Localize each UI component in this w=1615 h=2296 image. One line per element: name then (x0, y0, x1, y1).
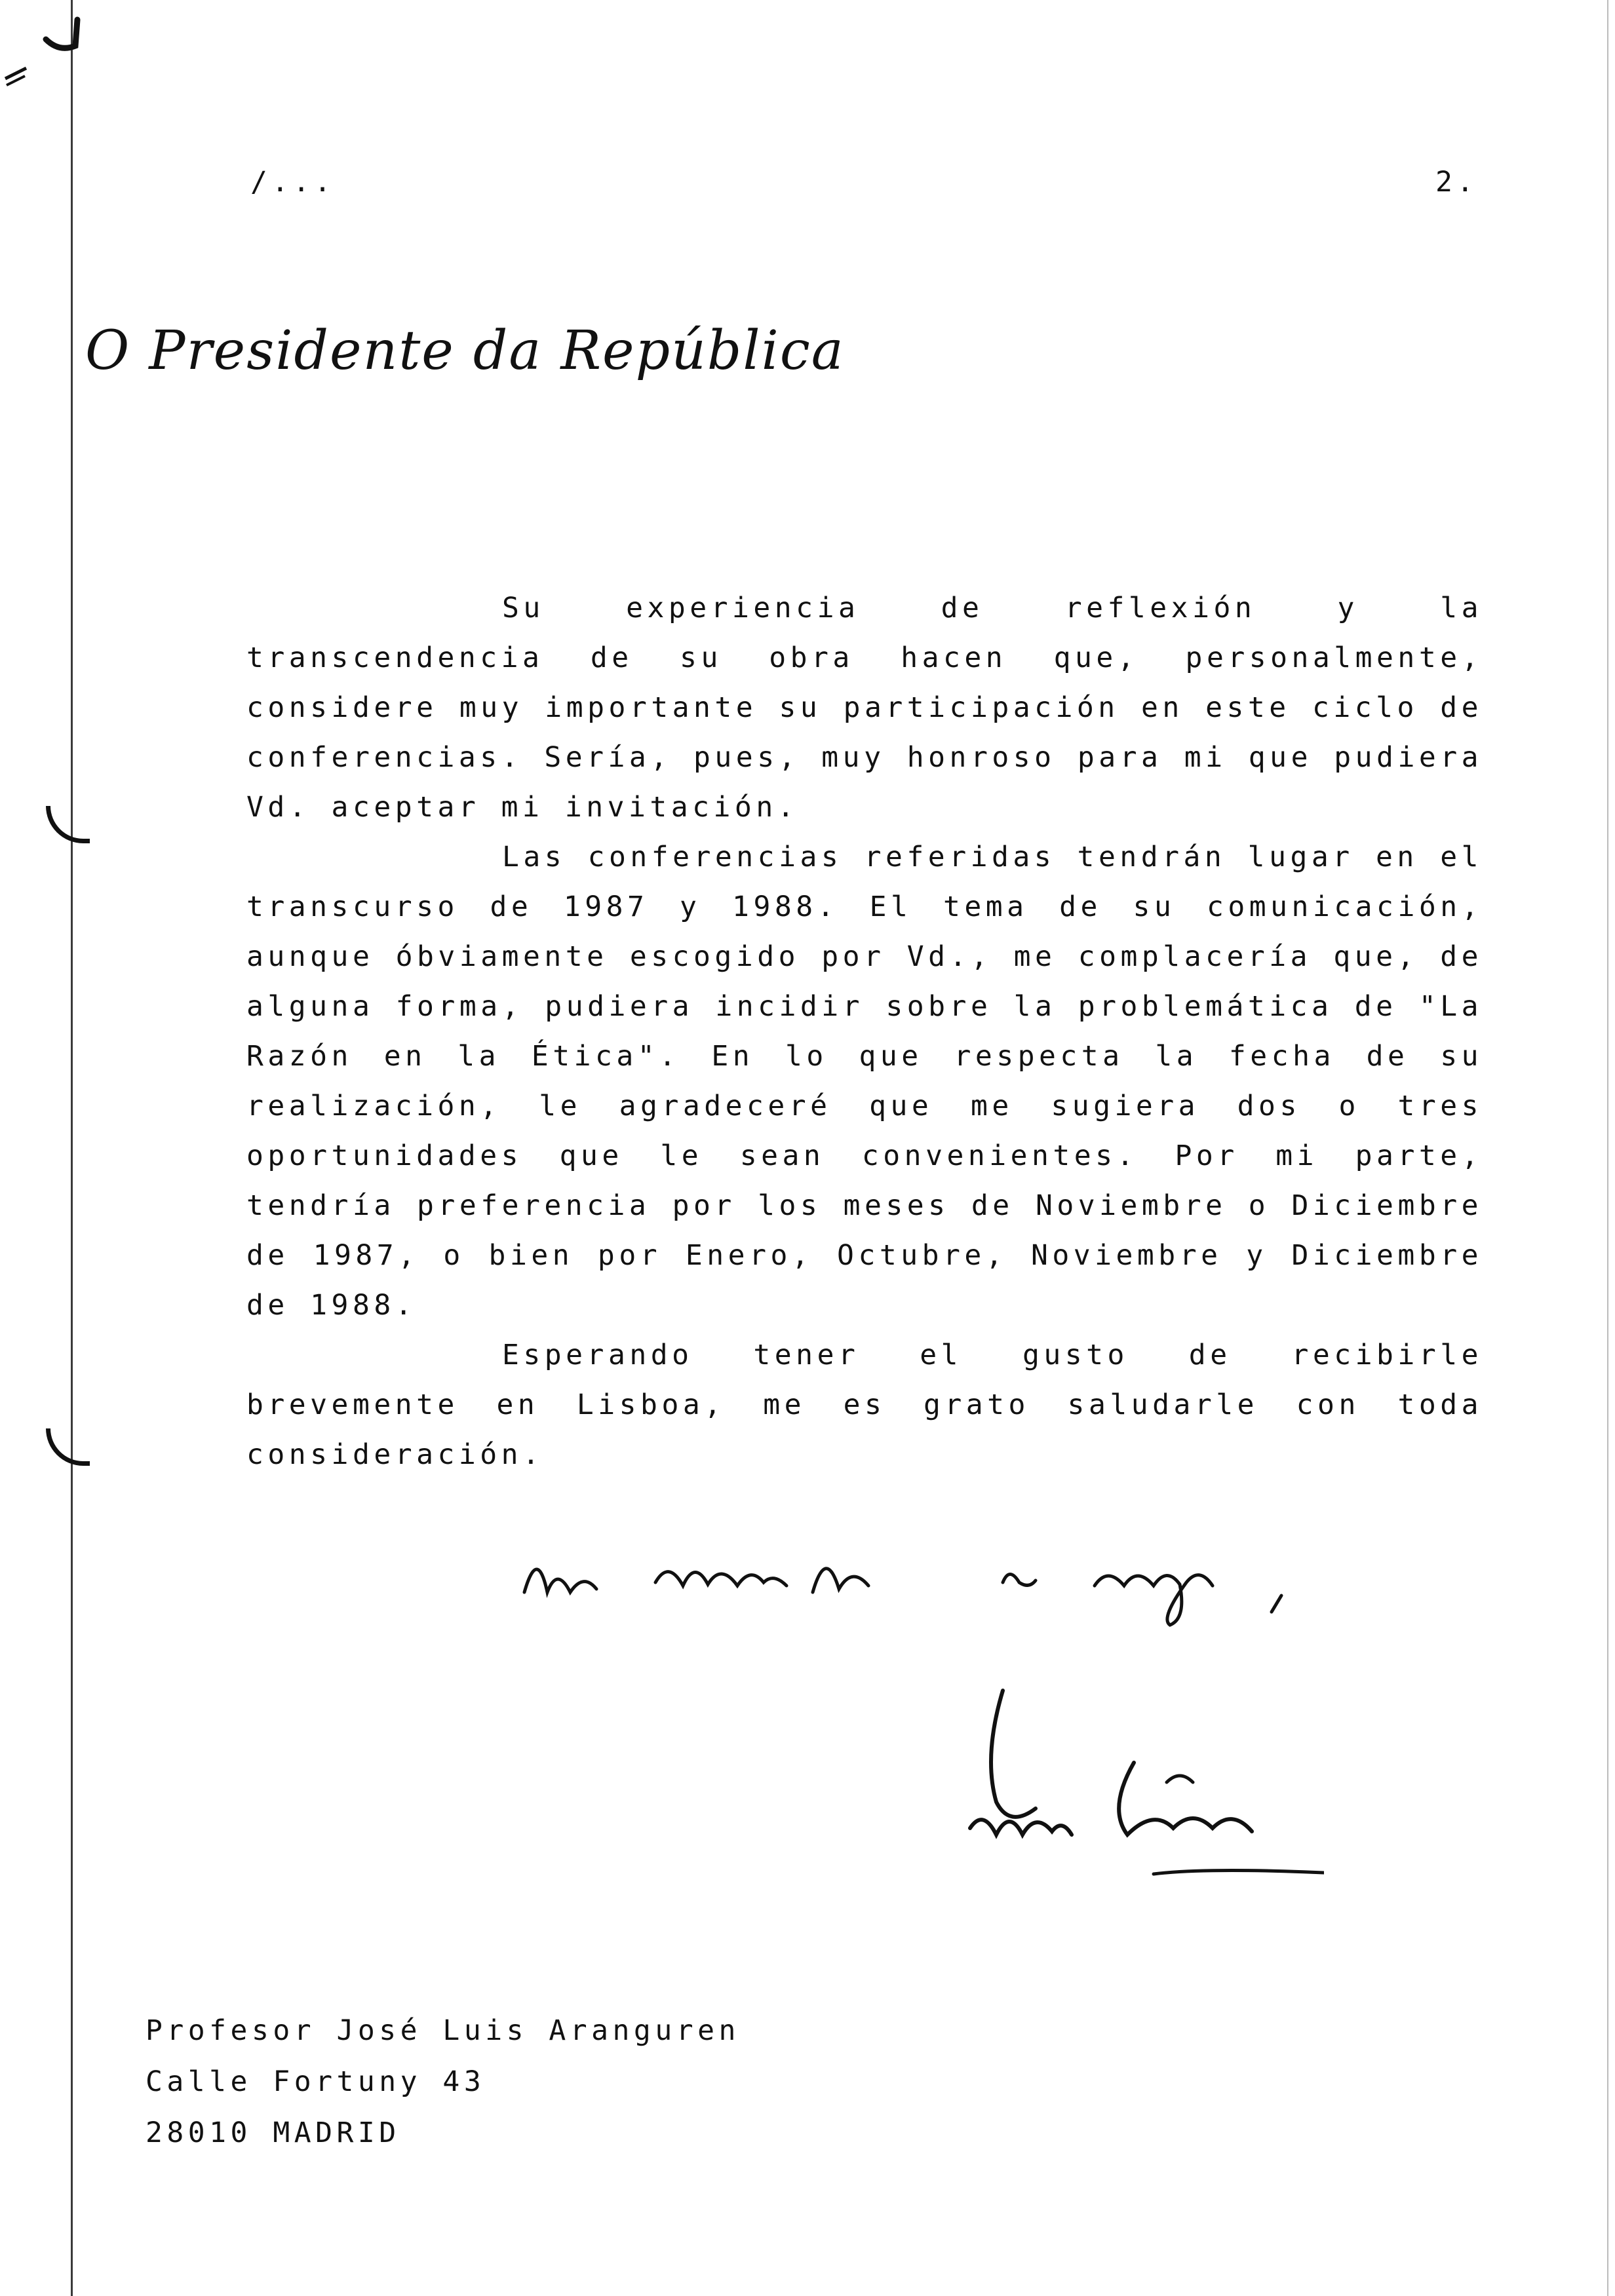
letterhead-title: O Presidente da República (85, 320, 845, 382)
punch-hole-mark (46, 806, 90, 843)
body-paragraph-2-block (246, 832, 1483, 1330)
binding-edge-line (71, 0, 73, 2296)
punch-hole-mark (46, 1428, 90, 1466)
handwritten-closing-icon (511, 1520, 1331, 1638)
signature-icon (957, 1677, 1324, 1913)
address-line-name: Profesor José Luis Aranguren (146, 2014, 740, 2047)
continuation-mark: /... (250, 166, 336, 199)
page-number: 2. (1435, 166, 1478, 199)
address-line-street: Calle Fortuny 43 (146, 2065, 486, 2098)
corner-mark-icon (0, 0, 92, 92)
address-line-city: 28010 MADRID (146, 2116, 400, 2149)
recipient-address (146, 2005, 740, 2158)
page-right-edge (1607, 0, 1608, 2296)
body-paragraph-1-block (246, 583, 1483, 832)
body-paragraph-3-block (246, 1330, 1483, 1480)
body-paragraph: Esperando tener el gusto de recibirle brevemente en Lisboa, me es grato saludarle con toda consideración. (246, 1339, 1483, 1471)
body-paragraph: Las conferencias referidas tendrán lugar en el transcurso de 1987 y 1988. El tema de su comunicación, aunque óbviamente escogido por Vd., me complacería que, de alguna forma, pudiera incidir sobre la problemática de "La Razón en la Ética". En lo que respecta la fecha de su realización, le agradeceré que me sugiera dos o tres oportunidades que le sean convenientes. Por mi parte, tendría preferencia por los meses de Noviembre o Diciembre de 1987, o bien por Enero, Octubre, Noviembre y Diciembre de 1988. (246, 841, 1483, 1322)
body-paragraph: Su experiencia de reflexión y la transcendencia de su obra hacen que, personalmente, considere muy importante su participación en este ciclo de conferencias. Sería, pues, muy honroso para mi que pudiera Vd. aceptar mi invitación. (246, 592, 1483, 824)
